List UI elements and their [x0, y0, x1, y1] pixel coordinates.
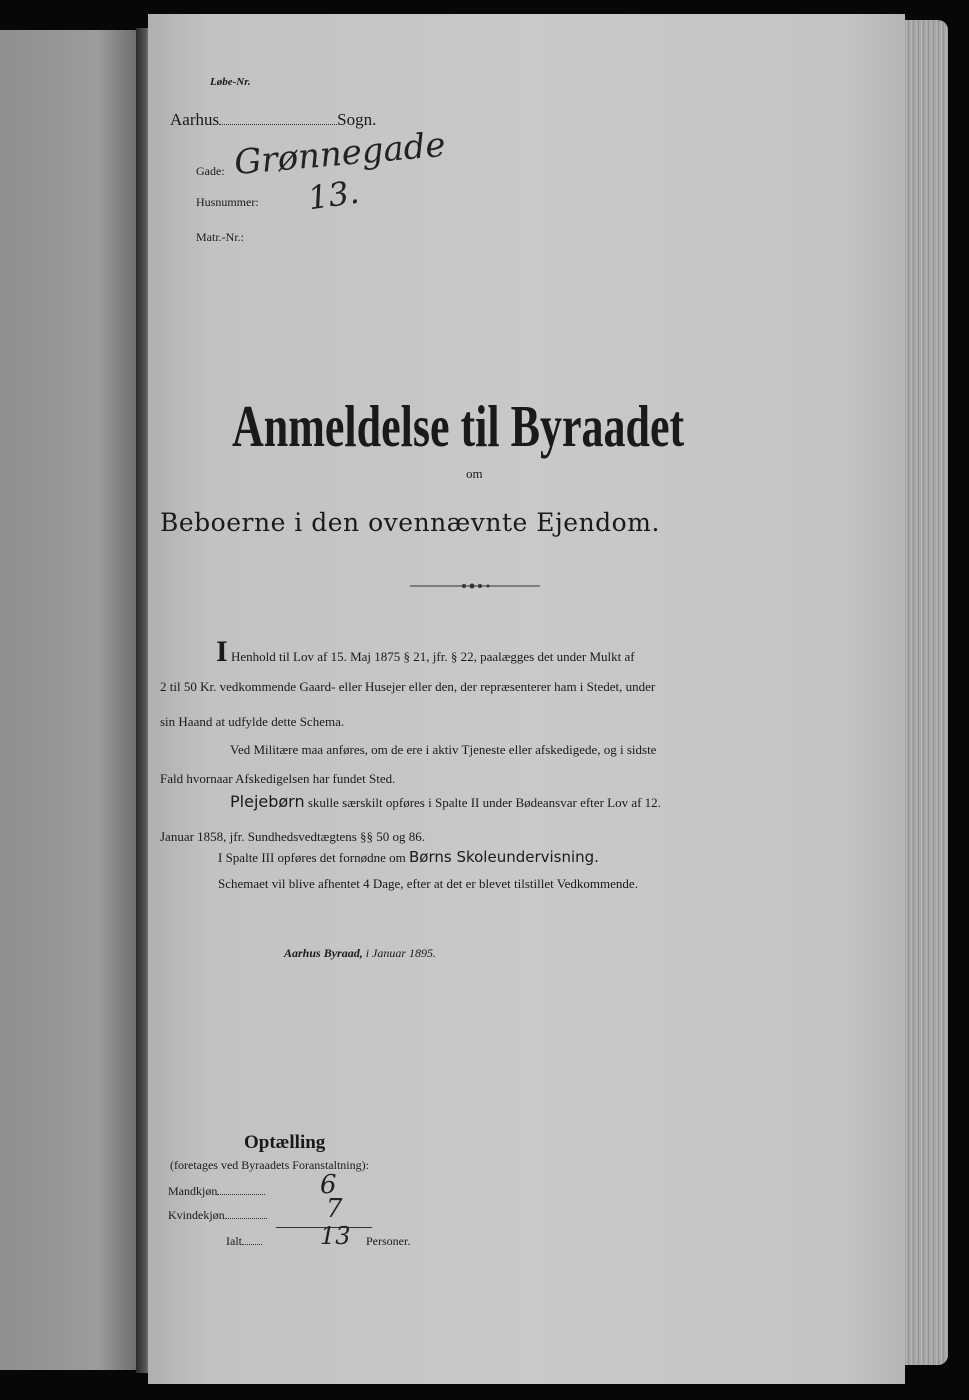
page-subtitle: Beboerne i den ovennævnte Ejendom.	[160, 508, 660, 537]
kvindekjon-label: Kvindekjøn	[168, 1208, 225, 1222]
paragraph-3-line-1	[230, 794, 661, 810]
signature-place: Aarhus Byraad,	[284, 946, 363, 960]
p3-line1-text: skulle særskilt opføres i Spalte II under Bødeansvar efter Lov af 12.	[307, 795, 661, 810]
kvindekjon-dots	[225, 1218, 267, 1219]
paragraph-2-line-1: Ved Militære maa anføres, om de ere i aktiv Tjeneste eller afskedigede, og i sidste	[230, 742, 657, 757]
count-heading: Optælling	[244, 1132, 326, 1153]
husnummer-value: 13.	[305, 172, 362, 218]
count-note: (foretages ved Byraadets Foranstaltning):	[170, 1158, 369, 1172]
paragraph-2-line-2: Fald hvornaar Afskedigelsen har fundet Sted.	[160, 771, 396, 786]
paragraph-5: Schemaet vil blive afhentet 4 Dage, efter at det er blevet tilstillet Vedkommende.	[218, 876, 638, 891]
paragraph-3-line-2: Januar 1858, jfr. Sundhedsvedtægtens §§ 50 og 86.	[160, 829, 426, 844]
title-om: om	[466, 466, 483, 481]
document-page	[148, 14, 905, 1384]
paragraph-1-line-1	[216, 635, 635, 668]
p4-start-text: I Spalte III opføres det fornødne om	[218, 850, 406, 865]
ialt-value: 13	[320, 1222, 351, 1250]
husnummer-label: Husnummer:	[196, 195, 259, 209]
skoleundervisning-lead: Børns Skoleundervisning.	[408, 848, 599, 866]
aarhus-label: Aarhus	[170, 110, 220, 129]
ialt-label: Ialt	[226, 1234, 242, 1248]
personer-label: Personer.	[366, 1234, 411, 1248]
ialt-dots	[242, 1244, 262, 1245]
mandkjon-row	[168, 1184, 265, 1199]
signature-line	[284, 946, 436, 961]
signature-date: i Januar 1895.	[365, 946, 437, 960]
gade-label: Gade:	[196, 164, 225, 178]
gade-value: Grønnegade	[232, 124, 448, 184]
p1-line1-text: Henhold til Lov af 15. Maj 1875 § 21, jfr. § 22, paalægges det under Mulkt af	[230, 649, 635, 664]
page-stack-edges	[900, 20, 948, 1365]
mandkjon-dots	[217, 1194, 265, 1195]
left-facing-page	[0, 30, 140, 1370]
lobe-nr-label: Løbe-Nr.	[210, 76, 251, 88]
sogn-blank	[219, 124, 337, 125]
paragraph-1-line-3: sin Haand at udfylde dette Schema.	[160, 714, 345, 729]
mandkjon-value: 6	[320, 1170, 337, 1200]
mandkjon-label: Mandkjøn	[168, 1184, 218, 1198]
sogn-label: Sogn.	[337, 110, 377, 129]
dropcap: I	[216, 635, 228, 668]
page-title: Anmeldelse til Byraadet	[232, 393, 685, 460]
paragraph-4	[218, 850, 599, 865]
kvindekjon-row	[168, 1208, 267, 1223]
plejeborn-lead: Plejebørn	[230, 792, 305, 811]
aarhus-sogn-line	[170, 110, 376, 130]
matr-nr-label: Matr.-Nr.:	[196, 230, 244, 244]
ialt-row	[226, 1234, 262, 1249]
kvindekjon-value: 7	[326, 1194, 343, 1224]
paragraph-1-line-2: 2 til 50 Kr. vedkommende Gaard- eller Husejer eller den, der repræsenterer ham i Stedet, under	[160, 679, 656, 694]
ornament-divider	[410, 580, 540, 592]
